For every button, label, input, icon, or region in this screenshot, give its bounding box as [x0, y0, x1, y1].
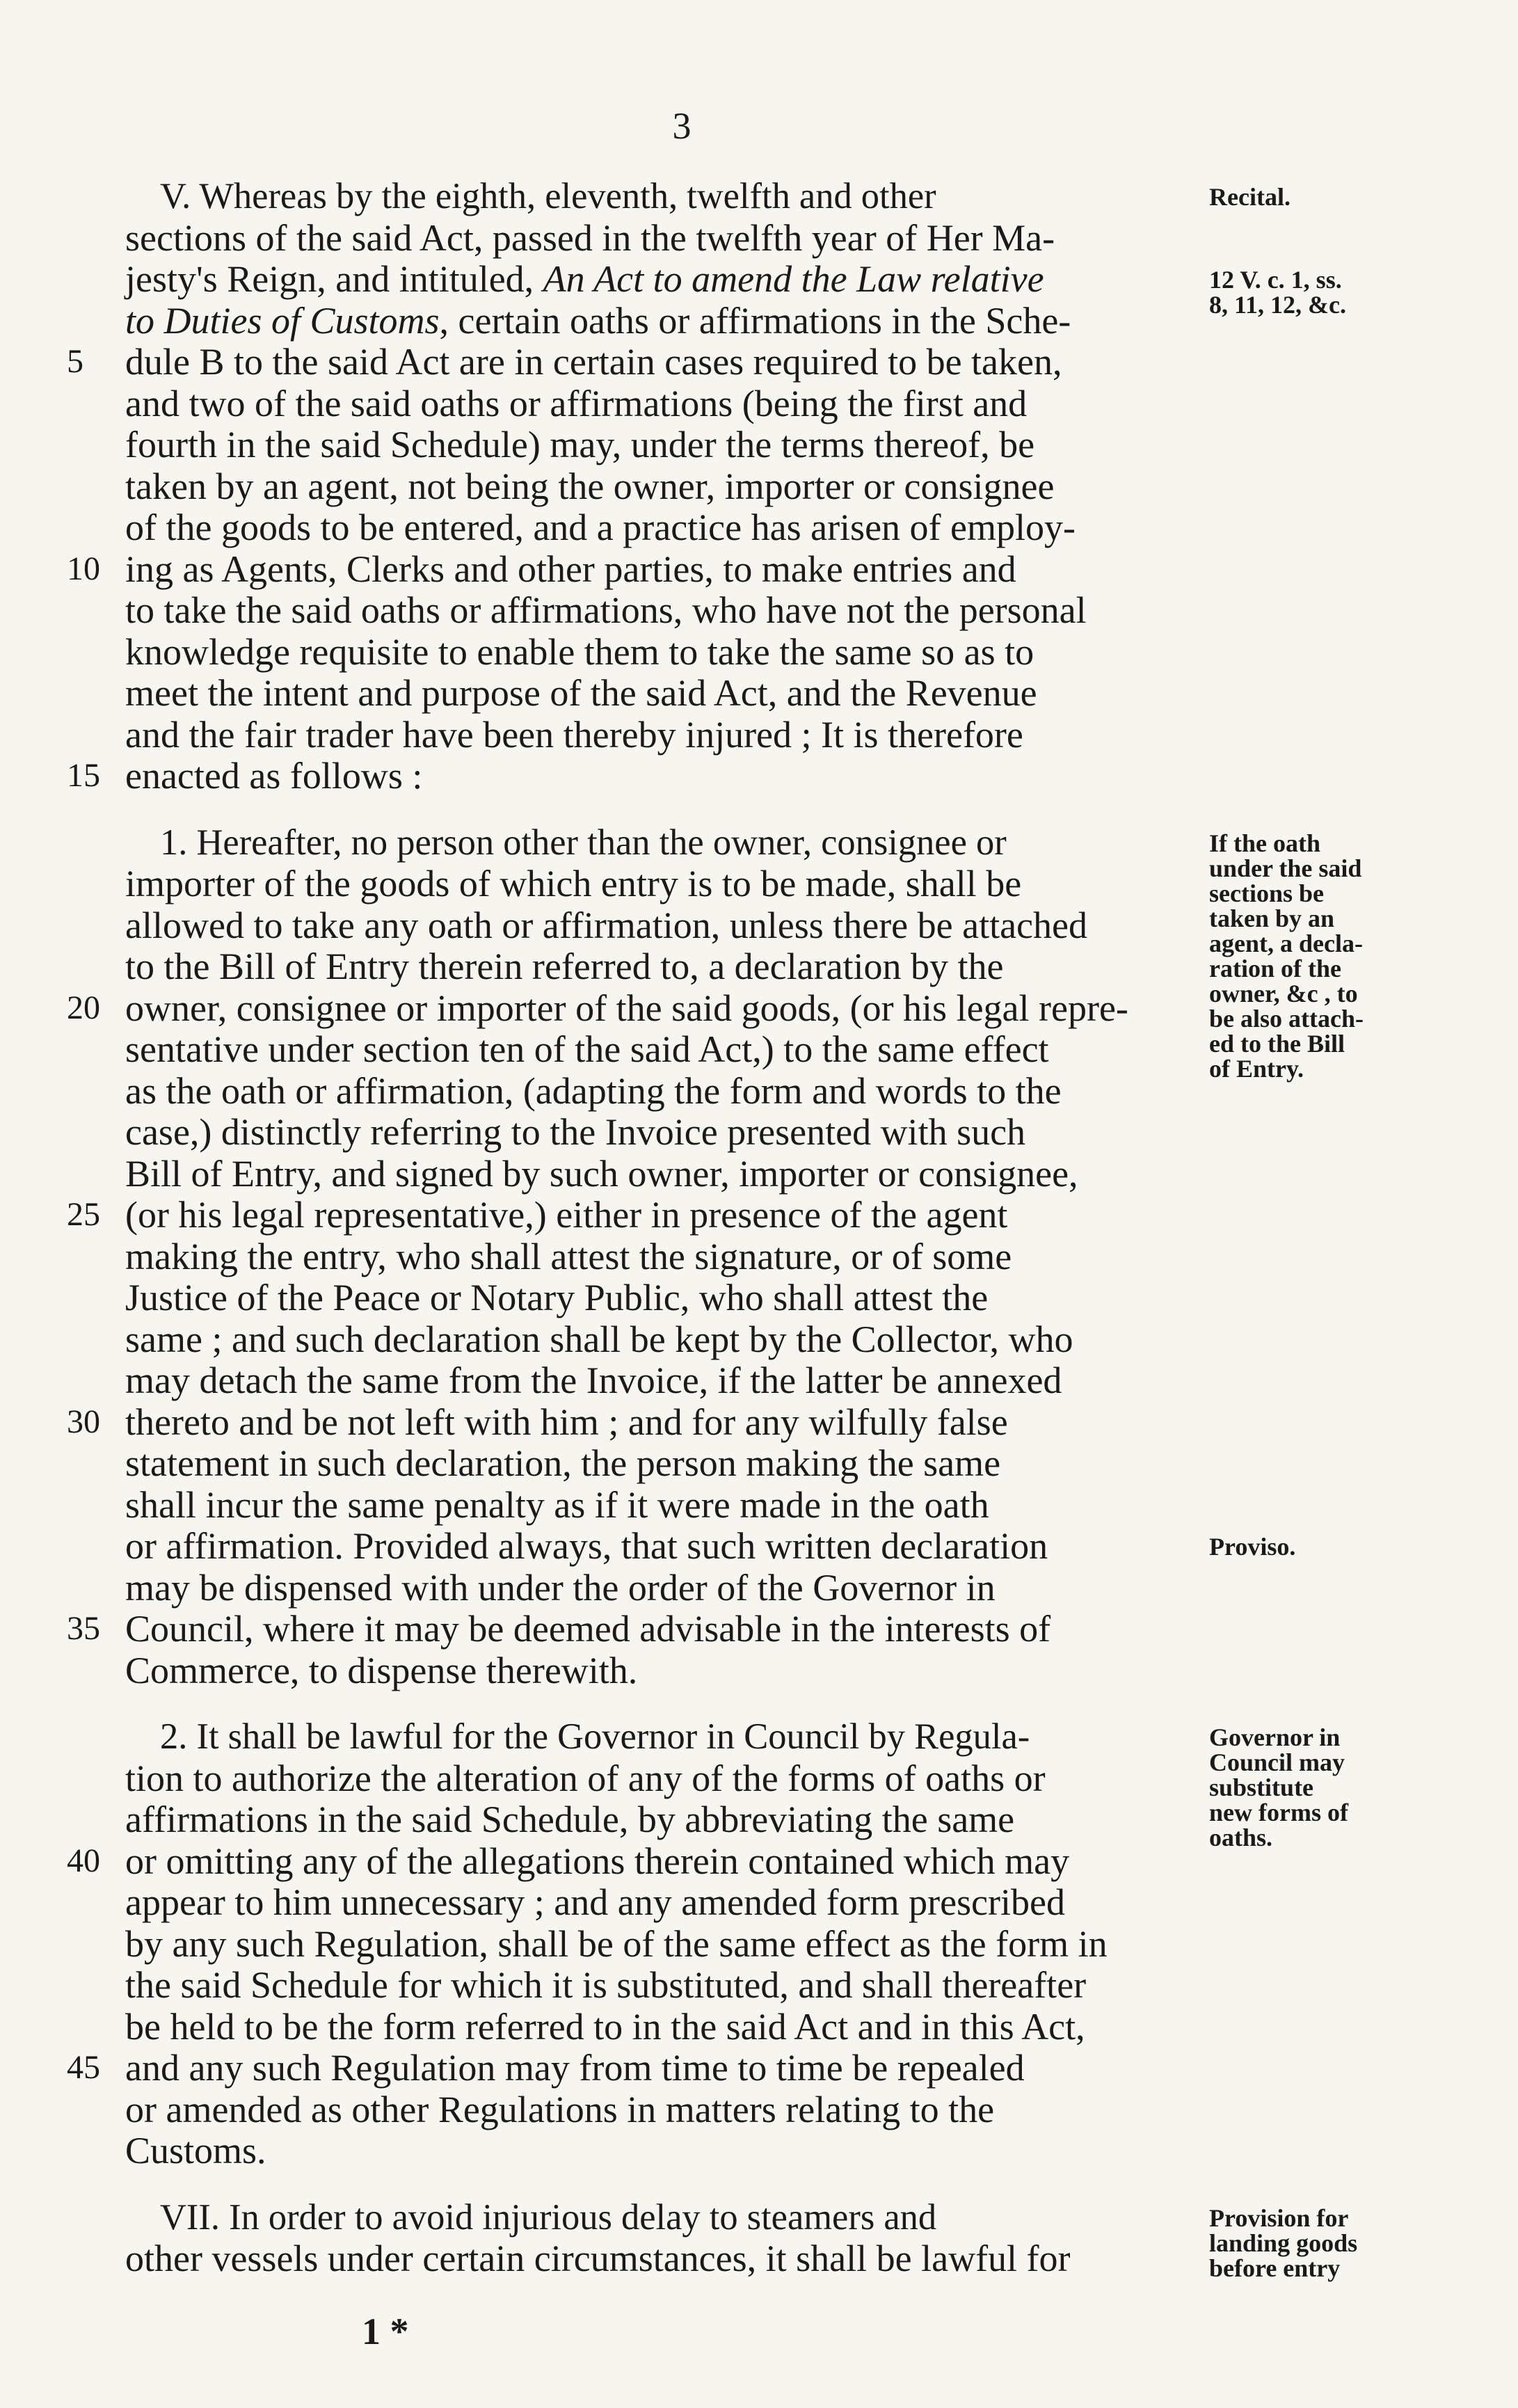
- margin-note-line: of Entry.: [1209, 1054, 1304, 1083]
- text-segment: or affirmation. Provided always, that such written declaration: [125, 1525, 1048, 1567]
- line-number: 30: [67, 1403, 100, 1440]
- text-line: [125, 298, 1197, 343]
- margin-note-line: oaths.: [1209, 1824, 1273, 1851]
- margin-note-line: Recital.: [1209, 183, 1291, 211]
- line-number: 10: [67, 550, 100, 587]
- margin-note-line: 12 V. c. 1, ss.: [1209, 266, 1342, 294]
- text-line: [125, 1110, 1197, 1154]
- text-segment: Council, where it may be deemed advisable in the interests of: [125, 1608, 1051, 1650]
- text-line: [125, 1565, 1197, 1610]
- text-segment: thereto and be not left with him ; and for any wilfully false: [125, 1401, 1008, 1443]
- text-line: [125, 1027, 1197, 1071]
- text-line: [125, 1358, 1197, 1403]
- text-segment: owner, consignee or importer of the said goods, (or his legal repre-: [125, 987, 1128, 1029]
- text-line: [125, 861, 1197, 906]
- text-segment: Customs.: [125, 2130, 266, 2171]
- text-segment: , certain oaths or affirmations in the Sche-: [439, 299, 1071, 342]
- page-number: 3: [672, 105, 692, 147]
- text-line: [125, 1922, 1197, 1966]
- margin-note-line: Provision for: [1209, 2203, 1349, 2232]
- text-line: [125, 1756, 1197, 1801]
- margin-note-line: before entry: [1209, 2254, 1341, 2282]
- text-line: [125, 2236, 1197, 2281]
- text-line: [125, 1797, 1197, 1842]
- text-line: [125, 944, 1197, 989]
- line-number: 15: [67, 757, 100, 794]
- text-segment: allowed to take any oath or affirmation, unless there be attached: [125, 904, 1087, 946]
- text-segment: Commerce, to dispense therewith.: [125, 1649, 638, 1691]
- margin-note-line: ration of the: [1209, 954, 1341, 982]
- text-segment: knowledge requisite to enable them to take the same so as to: [125, 630, 1034, 673]
- text-line: [125, 2128, 1197, 2173]
- text-line: [125, 1234, 1197, 1279]
- text-line: [125, 1839, 1197, 1883]
- text-line: [125, 588, 1197, 632]
- margin-note-line: owner, &c , to: [1209, 979, 1358, 1007]
- signature-mark: 1 *: [362, 2311, 409, 2352]
- text-segment: VII. In order to avoid injurious delay to steamers and: [160, 2196, 937, 2238]
- text-segment: of the goods to be entered, and a practice has arisen of employ-: [125, 507, 1076, 548]
- text-segment: (or his legal representative,) either in presence of the agent: [125, 1194, 1008, 1236]
- text-line: [125, 174, 1231, 218]
- text-line: [125, 1441, 1197, 1485]
- text-segment: making the entry, who shall attest the signature, or of some: [125, 1235, 1012, 1277]
- text-line: [125, 1317, 1197, 1362]
- text-segment: may be dispensed with under the order of the Governor in: [125, 1566, 996, 1609]
- text-segment: and any such Regulation may from time to time be repealed: [125, 2047, 1025, 2089]
- line-number: 40: [67, 1842, 100, 1879]
- line-number: 35: [67, 1610, 100, 1647]
- margin-note-line: Proviso.: [1209, 1533, 1296, 1561]
- text-segment: to the Bill of Entry therein referred to, a declaration by the: [125, 946, 1004, 987]
- margin-note-line: be also attach-: [1209, 1004, 1364, 1032]
- text-line: [125, 464, 1197, 509]
- text-segment: as the oath or affirmation, (adapting the form and words to the: [125, 1069, 1062, 1112]
- text-line: [125, 754, 1197, 798]
- margin-note-line: landing goods: [1209, 2228, 1358, 2257]
- text-segment: by any such Regulation, shall be of the same effect as the form in: [125, 1922, 1108, 1965]
- text-segment: dule B to the said Act are in certain cases required to be taken,: [125, 341, 1062, 383]
- text-segment: shall incur the same penalty as if it were made in the oath: [125, 1483, 989, 1526]
- italic-title: An Act to amend the Law relative: [543, 258, 1044, 300]
- line-number: 25: [67, 1196, 100, 1233]
- margin-note-line: taken by an: [1209, 904, 1335, 932]
- margin-note-line: substitute: [1209, 1773, 1314, 1801]
- margin-note-line: ed to the Bill: [1209, 1029, 1345, 1058]
- text-segment: and the fair trader have been thereby injured ; It is therefore: [125, 713, 1023, 756]
- text-segment: or amended as other Regulations in matters relating to the: [125, 2088, 995, 2130]
- margin-note-line: sections be: [1209, 879, 1324, 907]
- text-line: [125, 1069, 1197, 1113]
- text-line: [125, 2004, 1197, 2049]
- text-segment: fourth in the said Schedule) may, under the terms thereof, be: [125, 424, 1035, 465]
- text-segment: tion to authorize the alteration of any of the forms of oaths or: [125, 1757, 1046, 1799]
- text-segment: same ; and such declaration shall be kept by the Collector, who: [125, 1318, 1073, 1360]
- margin-note-line: Governor in: [1209, 1723, 1341, 1751]
- text-line: [125, 1648, 1197, 1693]
- text-segment: statement in such declaration, the person making the same: [125, 1442, 1001, 1484]
- italic-title: to Duties of Customs: [125, 299, 440, 342]
- text-segment: and two of the said oaths or affirmations (being the first and: [125, 382, 1028, 424]
- text-line: [125, 2195, 1231, 2240]
- text-line: [125, 1524, 1197, 1568]
- text-segment: taken by an agent, not being the owner, importer or consignee: [125, 465, 1055, 507]
- text-segment: 1. Hereafter, no person other than the owner, consignee or: [160, 822, 1007, 863]
- text-segment: sentative under section ten of the said Act,) to the same effect: [125, 1028, 1049, 1070]
- text-line: [125, 1275, 1197, 1320]
- text-line: [125, 986, 1197, 1030]
- text-segment: jesty's Reign, and intituled,: [125, 258, 543, 300]
- line-number: 45: [67, 2049, 100, 2086]
- text-line: [125, 216, 1197, 260]
- text-segment: other vessels under certain circumstances, it shall be lawful for: [125, 2238, 1071, 2279]
- text-segment: affirmations in the said Schedule, by abbreviating the same: [125, 1799, 1015, 1840]
- text-line: [125, 1880, 1197, 1924]
- margin-note-line: new forms of: [1209, 1799, 1348, 1826]
- text-line: [125, 1400, 1197, 1444]
- text-segment: meet the intent and purpose of the said Act, and the Revenue: [125, 672, 1037, 714]
- text-line: [125, 1963, 1197, 2007]
- text-line: [125, 1483, 1197, 1527]
- text-line: [125, 1606, 1197, 1651]
- text-line: [125, 1714, 1231, 1759]
- margin-note-line: under the said: [1209, 854, 1362, 882]
- text-line: [125, 340, 1197, 384]
- text-line: [125, 505, 1197, 550]
- text-segment: Justice of the Peace or Notary Public, who shall attest the: [125, 1277, 989, 1318]
- text-segment: sections of the said Act, passed in the twelfth year of Her Ma-: [125, 216, 1055, 259]
- text-segment: may detach the same from the Invoice, if the latter be annexed: [125, 1360, 1062, 1401]
- text-line: [125, 547, 1197, 591]
- text-line: [125, 257, 1197, 301]
- text-line: [125, 630, 1197, 674]
- text-line: [125, 820, 1231, 865]
- text-segment: 2. It shall be lawful for the Governor in Council by Regula-: [160, 1716, 1030, 1757]
- margin-note-line: agent, a decla-: [1209, 929, 1363, 957]
- text-line: [125, 2087, 1197, 2132]
- text-segment: importer of the goods of which entry is to be made, shall be: [125, 863, 1022, 904]
- text-segment: be held to be the form referred to in the said Act and in this Act,: [125, 2005, 1085, 2048]
- line-number: 5: [67, 343, 83, 380]
- text-line: [125, 381, 1197, 426]
- text-segment: V. Whereas by the eighth, eleventh, twelfth and other: [160, 176, 936, 216]
- margin-note-line: Council may: [1209, 1748, 1345, 1776]
- text-line: [125, 1151, 1197, 1196]
- text-line: [125, 1193, 1197, 1237]
- text-segment: to take the said oaths or affirmations, who have not the personal: [125, 589, 1087, 631]
- line-number: 20: [67, 989, 100, 1026]
- text-line: [125, 2046, 1197, 2090]
- text-line: [125, 903, 1197, 948]
- text-segment: the said Schedule for which it is substituted, and shall thereafter: [125, 1964, 1087, 2006]
- text-line: [125, 671, 1197, 715]
- text-segment: appear to him unnecessary ; and any amended form prescribed: [125, 1881, 1065, 1923]
- text-line: [125, 422, 1197, 467]
- text-segment: or omitting any of the allegations therein contained which may: [125, 1840, 1070, 1882]
- text-segment: Bill of Entry, and signed by such owner, importer or consignee,: [125, 1152, 1078, 1195]
- text-segment: ing as Agents, Clerks and other parties, to make entries and: [125, 548, 1016, 590]
- margin-note-line: If the oath: [1209, 829, 1320, 857]
- text-line: [125, 712, 1197, 757]
- text-segment: enacted as follows :: [125, 755, 423, 797]
- text-segment: case,) distinctly referring to the Invoice presented with such: [125, 1111, 1026, 1153]
- margin-note-line: 8, 11, 12, &c.: [1209, 291, 1346, 319]
